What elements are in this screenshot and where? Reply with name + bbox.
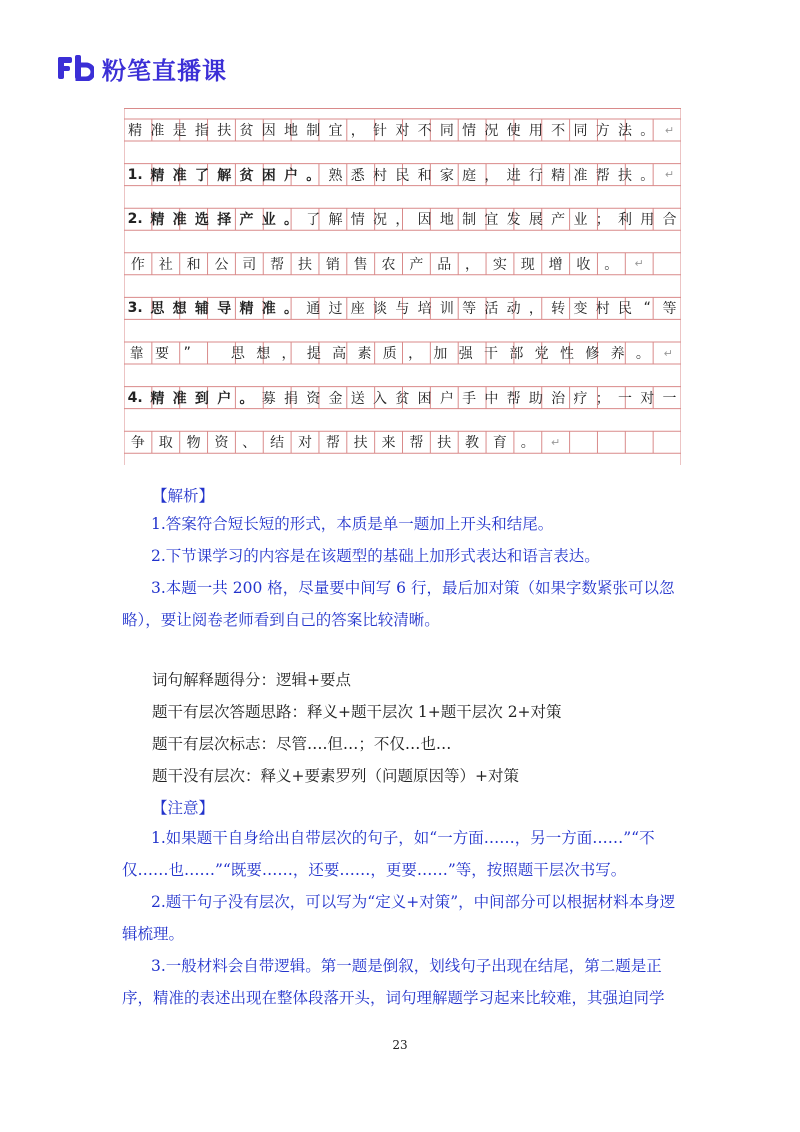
grid-char: 展 bbox=[528, 212, 543, 229]
grid-char: 。 bbox=[520, 435, 535, 452]
grid-char: 到 bbox=[194, 390, 209, 407]
grid-char: 准 bbox=[172, 167, 187, 184]
grid-char: 干 bbox=[484, 346, 499, 362]
grid-char: 精 bbox=[128, 123, 143, 139]
grid-char: 精 bbox=[150, 212, 165, 229]
grid-char: 选 bbox=[194, 212, 209, 229]
grid-char: 要 bbox=[154, 346, 169, 362]
attention-item-1: 1.如果题干自身给出自带层次的句子，如“一方面……，另一方面……”“不仅……也……”“既要……，还要……，更要……”等，按照题干层次书写。 bbox=[122, 829, 655, 879]
grid-char: 户 bbox=[217, 390, 232, 407]
grid-char: 靠 bbox=[129, 346, 144, 362]
grid-char: 扶 bbox=[437, 435, 452, 452]
grid-char: 部 bbox=[509, 346, 524, 362]
grid-char: 用 bbox=[640, 212, 655, 229]
grid-char: 捐 bbox=[283, 390, 298, 407]
grid-char: 高 bbox=[332, 346, 347, 362]
grid-char: 不 bbox=[417, 123, 432, 139]
grid-char: 提 bbox=[306, 346, 321, 362]
grid-char: 村 bbox=[373, 167, 388, 184]
grid-char: 动 bbox=[506, 301, 521, 318]
grid-char: 帮 bbox=[595, 167, 610, 184]
grid-char: 针 bbox=[373, 123, 388, 139]
grid-char: 、 bbox=[242, 435, 257, 452]
attention-item-2: 2.题干句子没有层次，可以写为“定义+对策”，中间部分可以根据材料本身逻辑梳理。 bbox=[122, 893, 676, 943]
grid-char: 庭 bbox=[462, 167, 477, 184]
grid-char: 训 bbox=[439, 301, 454, 318]
grid-char: 精 bbox=[551, 167, 566, 184]
analysis-item-2: 2.下节课学习的内容是在该题型的基础上加形式表达和语言表达。 bbox=[151, 547, 600, 565]
answer-grid bbox=[124, 108, 681, 465]
grid-char: 座 bbox=[350, 301, 365, 318]
grid-char: 。 bbox=[239, 390, 254, 407]
grid-char: 实 bbox=[492, 256, 507, 273]
grid-char: 思 bbox=[230, 346, 245, 362]
grid-char: 准 bbox=[261, 301, 276, 318]
attention-heading: 【注意】 bbox=[152, 799, 215, 817]
grid-char: 一 bbox=[662, 390, 677, 407]
grid-char: 和 bbox=[186, 256, 201, 273]
grid-char: 制 bbox=[462, 212, 477, 229]
grid-char: 用 bbox=[528, 123, 543, 139]
brand-logo bbox=[58, 53, 227, 83]
grid-char: 村 bbox=[595, 301, 610, 318]
grid-char: 金 bbox=[328, 390, 343, 407]
grid-char: 辅 bbox=[194, 301, 209, 318]
grid-char: 准 bbox=[172, 390, 187, 407]
grid-char: 产 bbox=[409, 256, 424, 273]
grid-char: 现 bbox=[520, 256, 535, 273]
grid-char: 困 bbox=[417, 390, 432, 407]
grid-char: 党 bbox=[534, 346, 549, 362]
attention-item-3: 3.一般材料会自带逻辑。第一题是倒叙，划线句子出现在结尾，第二题是正序，精准的表述出现在整体段落开头，词句理解题学习起来比较难，其强迫同学 bbox=[122, 957, 665, 1007]
grid-char: 手 bbox=[462, 390, 477, 407]
grid-char: 宜 bbox=[484, 212, 499, 229]
grid-char: 户 bbox=[283, 167, 298, 184]
grid-char: 。 bbox=[604, 256, 619, 273]
analysis-item-3: 3.本题一共 200 格，尽量要中间写 6 行，最后加对策（如果字数紧张可以忽略），要让阅卷老师看到自己的答案比较清晰。 bbox=[122, 579, 675, 629]
grid-char: 销 bbox=[325, 256, 340, 273]
grid-char: 一 bbox=[617, 390, 632, 407]
grid-char: 因 bbox=[261, 123, 276, 139]
grid-char: 品 bbox=[437, 256, 452, 273]
grid-char: 家 bbox=[439, 167, 454, 184]
grid-char: 准 bbox=[573, 167, 588, 184]
grid-char: 治 bbox=[551, 390, 566, 407]
grid-char: 产 bbox=[551, 212, 566, 229]
grid-char: 业 bbox=[261, 212, 276, 229]
grid-char: 方 bbox=[595, 123, 610, 139]
grid-char: 作 bbox=[130, 256, 145, 273]
grid-char: 修 bbox=[585, 346, 600, 362]
grid-char: 与 bbox=[395, 301, 410, 318]
grid-row bbox=[124, 431, 681, 453]
grid-char: ， bbox=[350, 123, 365, 139]
grid-row bbox=[124, 342, 681, 364]
grid-char: 变 bbox=[573, 301, 588, 318]
grid-char: 业 bbox=[573, 212, 588, 229]
grid-char: 指 bbox=[194, 123, 209, 139]
grid-char: 公 bbox=[214, 256, 229, 273]
grid-char: 利 bbox=[617, 212, 632, 229]
grid-char: 合 bbox=[662, 212, 677, 229]
grid-char: ； bbox=[595, 390, 610, 407]
grid-char: 社 bbox=[158, 256, 173, 273]
grid-char: 结 bbox=[270, 435, 285, 452]
grid-row bbox=[124, 387, 681, 409]
grid-char: 疗 bbox=[573, 390, 588, 407]
grid-char: 性 bbox=[559, 346, 574, 362]
grid-char: 户 bbox=[439, 390, 454, 407]
grid-char: 解 bbox=[328, 212, 343, 229]
grid-char: 3. bbox=[127, 300, 143, 317]
grid-char: 对 bbox=[640, 390, 655, 407]
grid-char: 争 bbox=[130, 435, 145, 452]
grid-char: ↵ bbox=[664, 123, 675, 137]
grid-char: 1. bbox=[127, 166, 143, 183]
grid-char: “ bbox=[643, 300, 651, 317]
grid-char: 资 bbox=[306, 390, 321, 407]
grid-char: 售 bbox=[353, 256, 368, 273]
grid-char: 活 bbox=[484, 301, 499, 318]
note-line-4: 题干没有层次：释义+要素罗列（问题原因等）+对策 bbox=[152, 767, 519, 785]
grid-char: ； bbox=[595, 212, 610, 229]
grid-char: 解 bbox=[217, 167, 232, 184]
grid-char: 取 bbox=[158, 435, 173, 452]
grid-char: 助 bbox=[528, 390, 543, 407]
grid-char: 困 bbox=[261, 167, 276, 184]
grid-row bbox=[124, 208, 681, 230]
grid-char: 。 bbox=[283, 301, 298, 318]
grid-char: 。 bbox=[640, 123, 655, 139]
grid-char: 。 bbox=[283, 212, 298, 229]
grid-char: 扶 bbox=[297, 256, 312, 273]
grid-char: 使 bbox=[506, 123, 521, 139]
analysis-heading: 【解析】 bbox=[152, 487, 215, 505]
grid-row bbox=[124, 119, 681, 141]
grid-char: 素 bbox=[357, 346, 372, 362]
grid-char: 等 bbox=[462, 301, 477, 318]
grid-char: 对 bbox=[297, 435, 312, 452]
grid-char: 强 bbox=[458, 346, 473, 362]
grid-char: 因 bbox=[417, 212, 432, 229]
grid-char: 了 bbox=[194, 167, 209, 184]
grid-char: 同 bbox=[573, 123, 588, 139]
grid-char: 行 bbox=[528, 167, 543, 184]
grid-row bbox=[124, 297, 681, 319]
grid-char: 谈 bbox=[373, 301, 388, 318]
grid-char: 转 bbox=[551, 301, 566, 318]
grid-char: 精 bbox=[239, 301, 254, 318]
note-line-1: 词句解释题得分：逻辑+要点 bbox=[152, 671, 351, 689]
grid-char: 况 bbox=[484, 123, 499, 139]
grid-char: 质 bbox=[382, 346, 397, 362]
grid-char: 准 bbox=[150, 123, 165, 139]
note-line-3: 题干有层次标志：尽管….但…；不仅…也… bbox=[152, 735, 452, 753]
grid-char: 发 bbox=[506, 212, 521, 229]
grid-char: 思 bbox=[150, 301, 165, 318]
grid-char: 扶 bbox=[617, 167, 632, 184]
grid-char: 养 bbox=[610, 346, 625, 362]
grid-char: 情 bbox=[350, 212, 365, 229]
grid-char: 帮 bbox=[409, 435, 424, 452]
grid-char: 情 bbox=[462, 123, 477, 139]
grid-char: ， bbox=[395, 212, 410, 229]
grid-char: 帮 bbox=[506, 390, 521, 407]
grid-char: 。 bbox=[635, 346, 650, 362]
grid-char: 同 bbox=[439, 123, 454, 139]
grid-char: 收 bbox=[576, 256, 591, 273]
grid-char: 贫 bbox=[395, 390, 410, 407]
grid-char: 悉 bbox=[350, 167, 365, 184]
grid-char: ↵ bbox=[634, 257, 644, 271]
grid-char: 物 bbox=[186, 435, 201, 452]
grid-char: ， bbox=[465, 256, 480, 273]
grid-char: 增 bbox=[548, 256, 563, 273]
grid-char: 教 bbox=[465, 435, 480, 452]
analysis-item-1: 1.答案符合短长短的形式，本质是单一题加上开头和结尾。 bbox=[151, 515, 554, 533]
fb-logo-icon bbox=[58, 55, 94, 81]
grid-char: ， bbox=[484, 167, 499, 184]
grid-char: 是 bbox=[172, 123, 187, 139]
grid-char: 来 bbox=[381, 435, 396, 452]
grid-char: 法 bbox=[617, 123, 632, 139]
grid-char: 准 bbox=[172, 212, 187, 229]
grid-char: 和 bbox=[417, 167, 432, 184]
grid-char: ↵ bbox=[550, 435, 561, 449]
grid-char: 帮 bbox=[325, 435, 340, 452]
grid-char: 扶 bbox=[353, 435, 368, 452]
grid-char: 2. bbox=[127, 211, 143, 228]
grid-char: 民 bbox=[617, 301, 632, 318]
grid-char: 地 bbox=[439, 212, 454, 229]
grid-char: 了 bbox=[306, 212, 321, 229]
grid-char: 加 bbox=[433, 346, 448, 362]
grid-char: 帮 bbox=[270, 256, 285, 273]
grid-char: 不 bbox=[551, 123, 566, 139]
grid-char: 。 bbox=[306, 167, 321, 184]
grid-char: 过 bbox=[328, 301, 343, 318]
grid-char: 对 bbox=[395, 123, 410, 139]
grid-char: 导 bbox=[217, 301, 232, 318]
grid-row bbox=[124, 253, 681, 275]
grid-char: 等 bbox=[662, 301, 677, 318]
grid-char: 宜 bbox=[328, 123, 343, 139]
grid-char: 民 bbox=[395, 167, 410, 184]
grid-row bbox=[124, 164, 681, 186]
grid-char: 中 bbox=[484, 390, 499, 407]
grid-char: 送 bbox=[350, 390, 365, 407]
grid-char: ↵ bbox=[663, 346, 673, 360]
grid-char: 入 bbox=[373, 390, 388, 407]
grid-char: ” bbox=[183, 345, 191, 361]
grid-char: 育 bbox=[492, 435, 507, 452]
grid-char: 培 bbox=[417, 301, 432, 318]
grid-char: 扶 bbox=[217, 123, 232, 139]
grid-char: ， bbox=[281, 346, 296, 362]
grid-char: 想 bbox=[172, 301, 187, 318]
grid-lines bbox=[124, 108, 681, 465]
grid-char: 熟 bbox=[328, 167, 343, 184]
note-line-2: 题干有层次答题思路：释义+题干层次 1+题干层次 2+对策 bbox=[152, 703, 562, 721]
grid-char: ↵ bbox=[664, 168, 675, 182]
grid-char: 制 bbox=[306, 123, 321, 139]
grid-char: ， bbox=[408, 346, 423, 362]
grid-char: 况 bbox=[373, 212, 388, 229]
brand-name: 粉笔直播课 bbox=[102, 56, 227, 85]
grid-char: 资 bbox=[214, 435, 229, 452]
grid-char: 想 bbox=[256, 346, 271, 362]
grid-char: 贫 bbox=[239, 123, 254, 139]
grid-char: 农 bbox=[381, 256, 396, 273]
grid-char: 。 bbox=[640, 167, 655, 184]
grid-char: 募 bbox=[261, 390, 276, 407]
grid-char: 精 bbox=[150, 167, 165, 184]
grid-char: 产 bbox=[239, 212, 254, 229]
grid-char: 司 bbox=[242, 256, 257, 273]
grid-char: 精 bbox=[150, 390, 165, 407]
grid-char: 择 bbox=[217, 212, 232, 229]
grid-char: 4. bbox=[127, 389, 143, 406]
grid-char: 贫 bbox=[239, 167, 254, 184]
page-number: 23 bbox=[392, 1038, 408, 1052]
grid-char: 通 bbox=[306, 301, 321, 318]
grid-char: 地 bbox=[283, 123, 298, 139]
grid-char: 进 bbox=[506, 167, 521, 184]
grid-char: ， bbox=[528, 301, 543, 318]
